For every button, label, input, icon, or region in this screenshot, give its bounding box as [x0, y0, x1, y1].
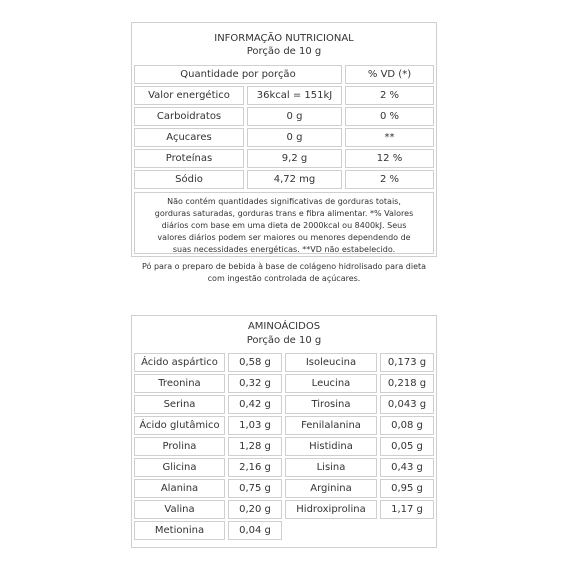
- nutrient-amount: 0 g: [247, 107, 342, 126]
- amino-name: Arginina: [285, 479, 377, 498]
- nutrition-portion: Porção de 10 g: [246, 46, 322, 57]
- amino-name: Alanina: [134, 479, 225, 498]
- nutrient-name: Proteínas: [134, 149, 244, 168]
- amino-name: Isoleucina: [285, 353, 377, 372]
- nutrient-amount: 0 g: [247, 128, 342, 147]
- amino-value: 0,58 g: [228, 353, 282, 372]
- amino-name: Prolina: [134, 437, 225, 456]
- text-line: suas necessidades energéticas. **VD não estabelecido.: [172, 245, 396, 254]
- amino-value: 0,08 g: [380, 416, 434, 435]
- amino-value: 0,218 g: [380, 374, 434, 393]
- amino-name: Fenilalanina: [285, 416, 377, 435]
- nutrient-amount: 36kcal = 151kJ: [247, 86, 342, 105]
- amino-value: 0,42 g: [228, 395, 282, 414]
- amino-value: 1,28 g: [228, 437, 282, 456]
- product-description: [131, 261, 437, 285]
- nutrient-amount: 9,2 g: [247, 149, 342, 168]
- nutrient-vd: 0 %: [345, 107, 434, 126]
- nutrient-name: Sódio: [134, 170, 244, 189]
- amino-title: AMINOÁCIDOS: [247, 321, 321, 332]
- nutrition-footnote: [134, 196, 434, 256]
- amino-name: Histidina: [285, 437, 377, 456]
- amino-name: Leucina: [285, 374, 377, 393]
- nutrient-name: Carboidratos: [134, 107, 244, 126]
- amino-value: 0,043 g: [380, 395, 434, 414]
- amino-value: 0,75 g: [228, 479, 282, 498]
- nutrient-name: Valor energético: [134, 86, 244, 105]
- amino-value: 0,32 g: [228, 374, 282, 393]
- text-line: valores diários podem ser maiores ou menores dependendo de: [157, 233, 411, 242]
- amino-name: Hidroxiprolina: [285, 500, 377, 519]
- nutrient-vd: **: [345, 128, 434, 147]
- amino-value: 0,173 g: [380, 353, 434, 372]
- text-line: Não contém quantidades significativas de gorduras totais,: [167, 197, 401, 206]
- text-line: diários com base em uma dieta de 2000kcal ou 8400kJ. Seus: [161, 221, 407, 230]
- amino-value: 0,05 g: [380, 437, 434, 456]
- text-line: com ingestão controlada de açúcares.: [207, 274, 361, 283]
- nutrient-name: Açucares: [134, 128, 244, 147]
- nutrition-header-label: Quantidade por porção: [134, 65, 342, 84]
- amino-portion: Porção de 10 g: [246, 335, 322, 346]
- amino-value: 0,20 g: [228, 500, 282, 519]
- amino-name: Ácido glutâmico: [134, 416, 225, 435]
- amino-name: Serina: [134, 395, 225, 414]
- nutrition-header-vd: % VD (*): [345, 65, 434, 84]
- amino-name: Glicina: [134, 458, 225, 477]
- text-line: gorduras saturadas, gorduras trans e fibra alimentar. *% Valores: [154, 209, 414, 218]
- amino-value: 1,17 g: [380, 500, 434, 519]
- nutrient-vd: 12 %: [345, 149, 434, 168]
- nutrient-vd: 2 %: [345, 170, 434, 189]
- amino-name: Lisina: [285, 458, 377, 477]
- amino-name: Treonina: [134, 374, 225, 393]
- amino-name: Tirosina: [285, 395, 377, 414]
- amino-value: 1,03 g: [228, 416, 282, 435]
- amino-name: Ácido aspártico: [134, 353, 225, 372]
- nutrition-title: INFORMAÇÃO NUTRICIONAL: [214, 33, 354, 44]
- amino-name: Valina: [134, 500, 225, 519]
- amino-value: 0,43 g: [380, 458, 434, 477]
- amino-value: 0,95 g: [380, 479, 434, 498]
- text-line: Pó para o preparo de bebida à base de colágeno hidrolisado para dieta: [141, 262, 427, 271]
- amino-value: 0,04 g: [228, 521, 282, 540]
- amino-name: Metionina: [134, 521, 225, 540]
- amino-value: 2,16 g: [228, 458, 282, 477]
- nutrient-amount: 4,72 mg: [247, 170, 342, 189]
- nutrient-vd: 2 %: [345, 86, 434, 105]
